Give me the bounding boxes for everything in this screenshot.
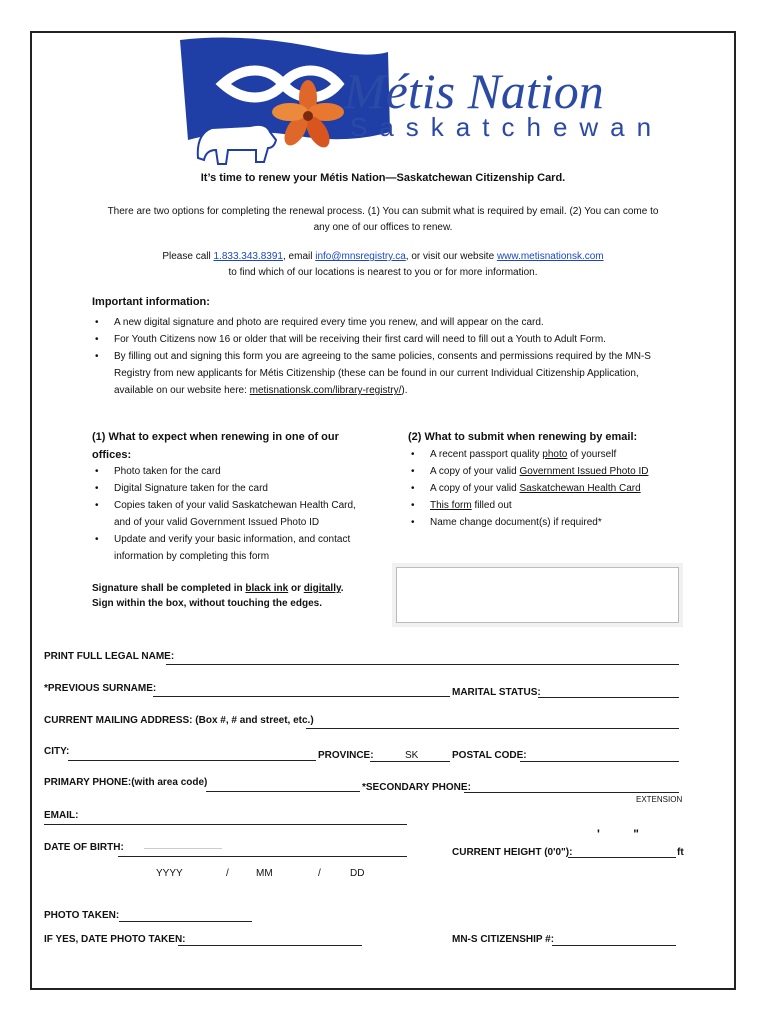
marital-status-label: MARITAL STATUS: — [452, 687, 541, 698]
svg-text:Saskatchewan: Saskatchewan — [350, 112, 664, 142]
email-label: EMAIL: — [44, 810, 79, 821]
svg-text:Métis Nation: Métis Nation — [344, 63, 604, 119]
photo-date-label: IF YES, DATE PHOTO TAKEN: — [44, 934, 186, 945]
metis-nation-logo — [178, 36, 664, 176]
offices-heading: (1) What to expect when renewing in one of our offices: — [92, 431, 339, 461]
intro — [40, 204, 726, 236]
list-item: • Name change document(s) if required* — [408, 514, 698, 531]
list-item: • Photo taken for the card — [92, 463, 368, 480]
dob-separator: / — [226, 868, 229, 879]
list-item: • A new digital signature and photo are required every time you renew, and will appear on the card. — [92, 314, 652, 331]
full-name-field[interactable] — [166, 664, 679, 665]
city-label: CITY: — [44, 746, 70, 757]
email-field[interactable] — [44, 824, 407, 825]
list-item: • A recent passport quality photo of yourself — [408, 446, 698, 463]
list-item: • A copy of your valid Government Issued Photo ID — [408, 463, 698, 480]
dob-dd: DD — [350, 868, 365, 879]
this-form-link[interactable]: This form — [430, 500, 472, 511]
province-value: SK — [405, 750, 419, 761]
postal-code-field[interactable] — [520, 761, 679, 762]
contact-info: Please call 1.833.343.8391, email info@mnsregistry.ca, or visit our website www.metisnationsk.com to find which of our locations is nearest to you or for more information. — [40, 249, 726, 281]
list-item: • Update and verify your basic information, and contact information by completing this form — [92, 531, 368, 565]
signature-instructions: Signature shall be completed in black ink or digitally. Sign within the box, without touching the edges. — [92, 583, 344, 609]
list-item: • By filling out and signing this form you are agreeing to the same policies, consents and permissions required by the MN-S Registry from new applicants for Métis Citizenship (these can be found in our current Individual Citizenship Application, available on our website here: metisnationsk.com/library-registry/). — [92, 348, 652, 399]
citizenship-number-field[interactable] — [552, 945, 676, 946]
marital-status-field[interactable] — [538, 697, 679, 698]
full-name-label: PRINT FULL LEGAL NAME: — [44, 651, 175, 662]
dob-label: DATE OF BIRTH: — [44, 842, 124, 853]
secondary-phone-label: *SECONDARY PHONE: — [362, 782, 471, 793]
registry-link[interactable]: metisnationsk.com/library-registry/ — [249, 385, 402, 396]
dob-input-hint — [144, 848, 222, 849]
website-link[interactable]: www.metisnationsk.com — [496, 251, 604, 262]
previous-surname-label: *PREVIOUS SURNAME: — [44, 683, 157, 694]
email-option-list — [408, 446, 698, 531]
secondary-phone-field[interactable] — [464, 792, 679, 793]
photo-taken-label: PHOTO TAKEN: — [44, 910, 120, 921]
province-field[interactable] — [370, 761, 450, 762]
mailing-address-field[interactable] — [306, 728, 679, 729]
important-list — [92, 314, 652, 399]
province-label: PROVINCE: — [318, 750, 374, 761]
signature-box[interactable] — [396, 567, 679, 623]
previous-surname-field[interactable] — [153, 696, 450, 697]
dob-separator: / — [318, 868, 321, 879]
photo-taken-field[interactable] — [119, 921, 252, 922]
list-item: • Digital Signature taken for the card — [92, 480, 368, 497]
height-field[interactable] — [568, 857, 676, 858]
intro-line-2: any one of our offices to renew. — [313, 222, 453, 233]
height-unit-marks: ' " — [597, 827, 639, 841]
offices-list — [92, 463, 368, 565]
phone-link[interactable]: 1.833.343.8391 — [213, 251, 283, 262]
list-item: • This form filled out — [408, 497, 698, 514]
contact-line-2: to find which of our locations is nearest to you or for more information. — [228, 267, 538, 278]
mailing-address-label: CURRENT MAILING ADDRESS: (Box #, # and street, etc.) — [44, 715, 314, 726]
city-field[interactable] — [68, 760, 316, 761]
primary-phone-field[interactable] — [206, 791, 360, 792]
email-option-heading: (2) What to submit when renewing by email: — [408, 431, 638, 443]
list-item: • For Youth Citizens now 16 or older that will be receiving their first card will need to fill out a Youth to Adult Form. — [92, 331, 652, 348]
list-item: • Copies taken of your valid Saskatchewan Health Card, and of your valid Government Issued Photo ID — [92, 497, 368, 531]
photo-date-field[interactable] — [178, 945, 362, 946]
citizenship-number-label: MN-S CITIZENSHIP #: — [452, 934, 555, 945]
primary-phone-label: PRIMARY PHONE:(with area code) — [44, 777, 208, 788]
dob-yyyy: YYYY — [156, 868, 183, 879]
extension-label: EXTENSION — [636, 795, 683, 804]
postal-code-label: POSTAL CODE: — [452, 750, 527, 761]
height-label: CURRENT HEIGHT (0'0"): — [452, 847, 573, 858]
dob-field[interactable] — [118, 856, 407, 857]
dob-mm: MM — [256, 868, 273, 879]
important-heading: Important information: — [92, 296, 210, 308]
intro-line-1: There are two options for completing the renewal process. (1) You can submit what is required by email. (2) You can come to — [107, 206, 659, 217]
headline: It’s time to renew your Métis Nation—Saskatchewan Citizenship Card. — [200, 172, 566, 184]
email-link[interactable]: info@mnsregistry.ca — [315, 251, 406, 262]
list-item: • A copy of your valid Saskatchewan Health Card — [408, 480, 698, 497]
height-unit: ft — [677, 847, 684, 858]
